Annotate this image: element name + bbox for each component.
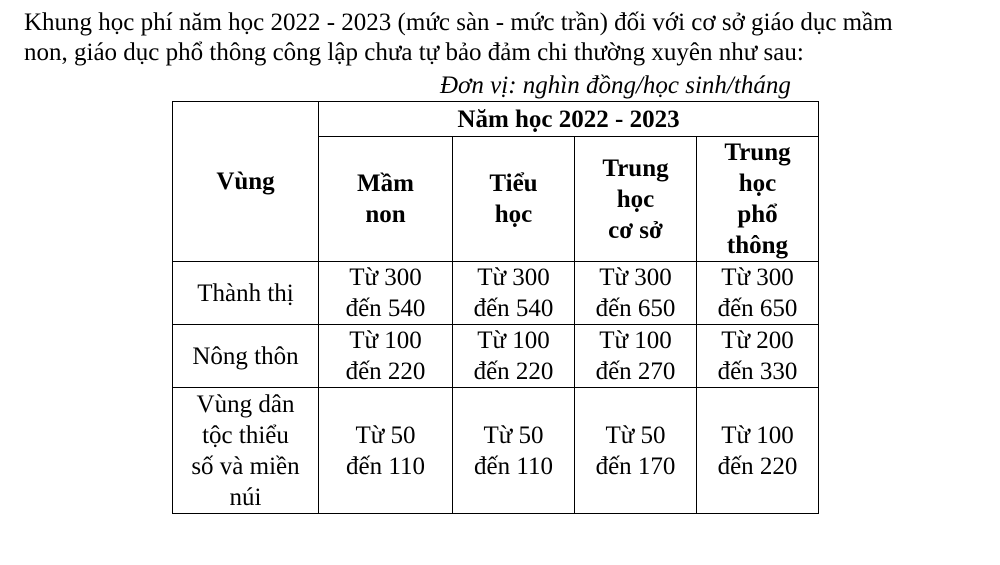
region-cell: Vùng dân tộc thiểu số và miền núi	[173, 388, 319, 514]
level-header-primary: Tiểu học	[453, 137, 575, 262]
intro-paragraph	[24, 8, 984, 68]
table-row	[173, 325, 819, 388]
tuition-fee-table	[172, 101, 819, 514]
fee-cell: Từ 300 đến 540	[453, 262, 575, 325]
unit-note: Đơn vị: nghìn đồng/học sinh/tháng	[440, 72, 791, 99]
fee-cell: Từ 50 đến 110	[319, 388, 453, 514]
fee-cell: Từ 300 đến 650	[575, 262, 697, 325]
level-header-upper-secondary: Trung học phổ thông	[697, 137, 819, 262]
intro-line: Khung học phí năm học 2022 - 2023 (mức sàn - mức trần) đối với cơ sở giáo dục mầm	[24, 9, 893, 36]
intro-line: non, giáo dục phổ thông công lập chưa tự bảo đảm chi thường xuyên như sau:	[24, 39, 804, 66]
header-row-year	[173, 102, 819, 137]
fee-cell: Từ 100 đến 220	[453, 325, 575, 388]
fee-cell: Từ 300 đến 540	[319, 262, 453, 325]
fee-cell: Từ 300 đến 650	[697, 262, 819, 325]
table-row	[173, 388, 819, 514]
table-row	[173, 262, 819, 325]
region-cell: Thành thị	[173, 262, 319, 325]
level-header-lower-secondary: Trung học cơ sở	[575, 137, 697, 262]
year-header: Năm học 2022 - 2023	[319, 102, 819, 137]
region-header: Vùng	[173, 102, 319, 262]
level-header-preschool: Mầm non	[319, 137, 453, 262]
fee-cell: Từ 100 đến 270	[575, 325, 697, 388]
fee-cell: Từ 100 đến 220	[697, 388, 819, 514]
fee-cell: Từ 50 đến 170	[575, 388, 697, 514]
fee-cell: Từ 50 đến 110	[453, 388, 575, 514]
region-cell: Nông thôn	[173, 325, 319, 388]
fee-cell: Từ 100 đến 220	[319, 325, 453, 388]
fee-cell: Từ 200 đến 330	[697, 325, 819, 388]
